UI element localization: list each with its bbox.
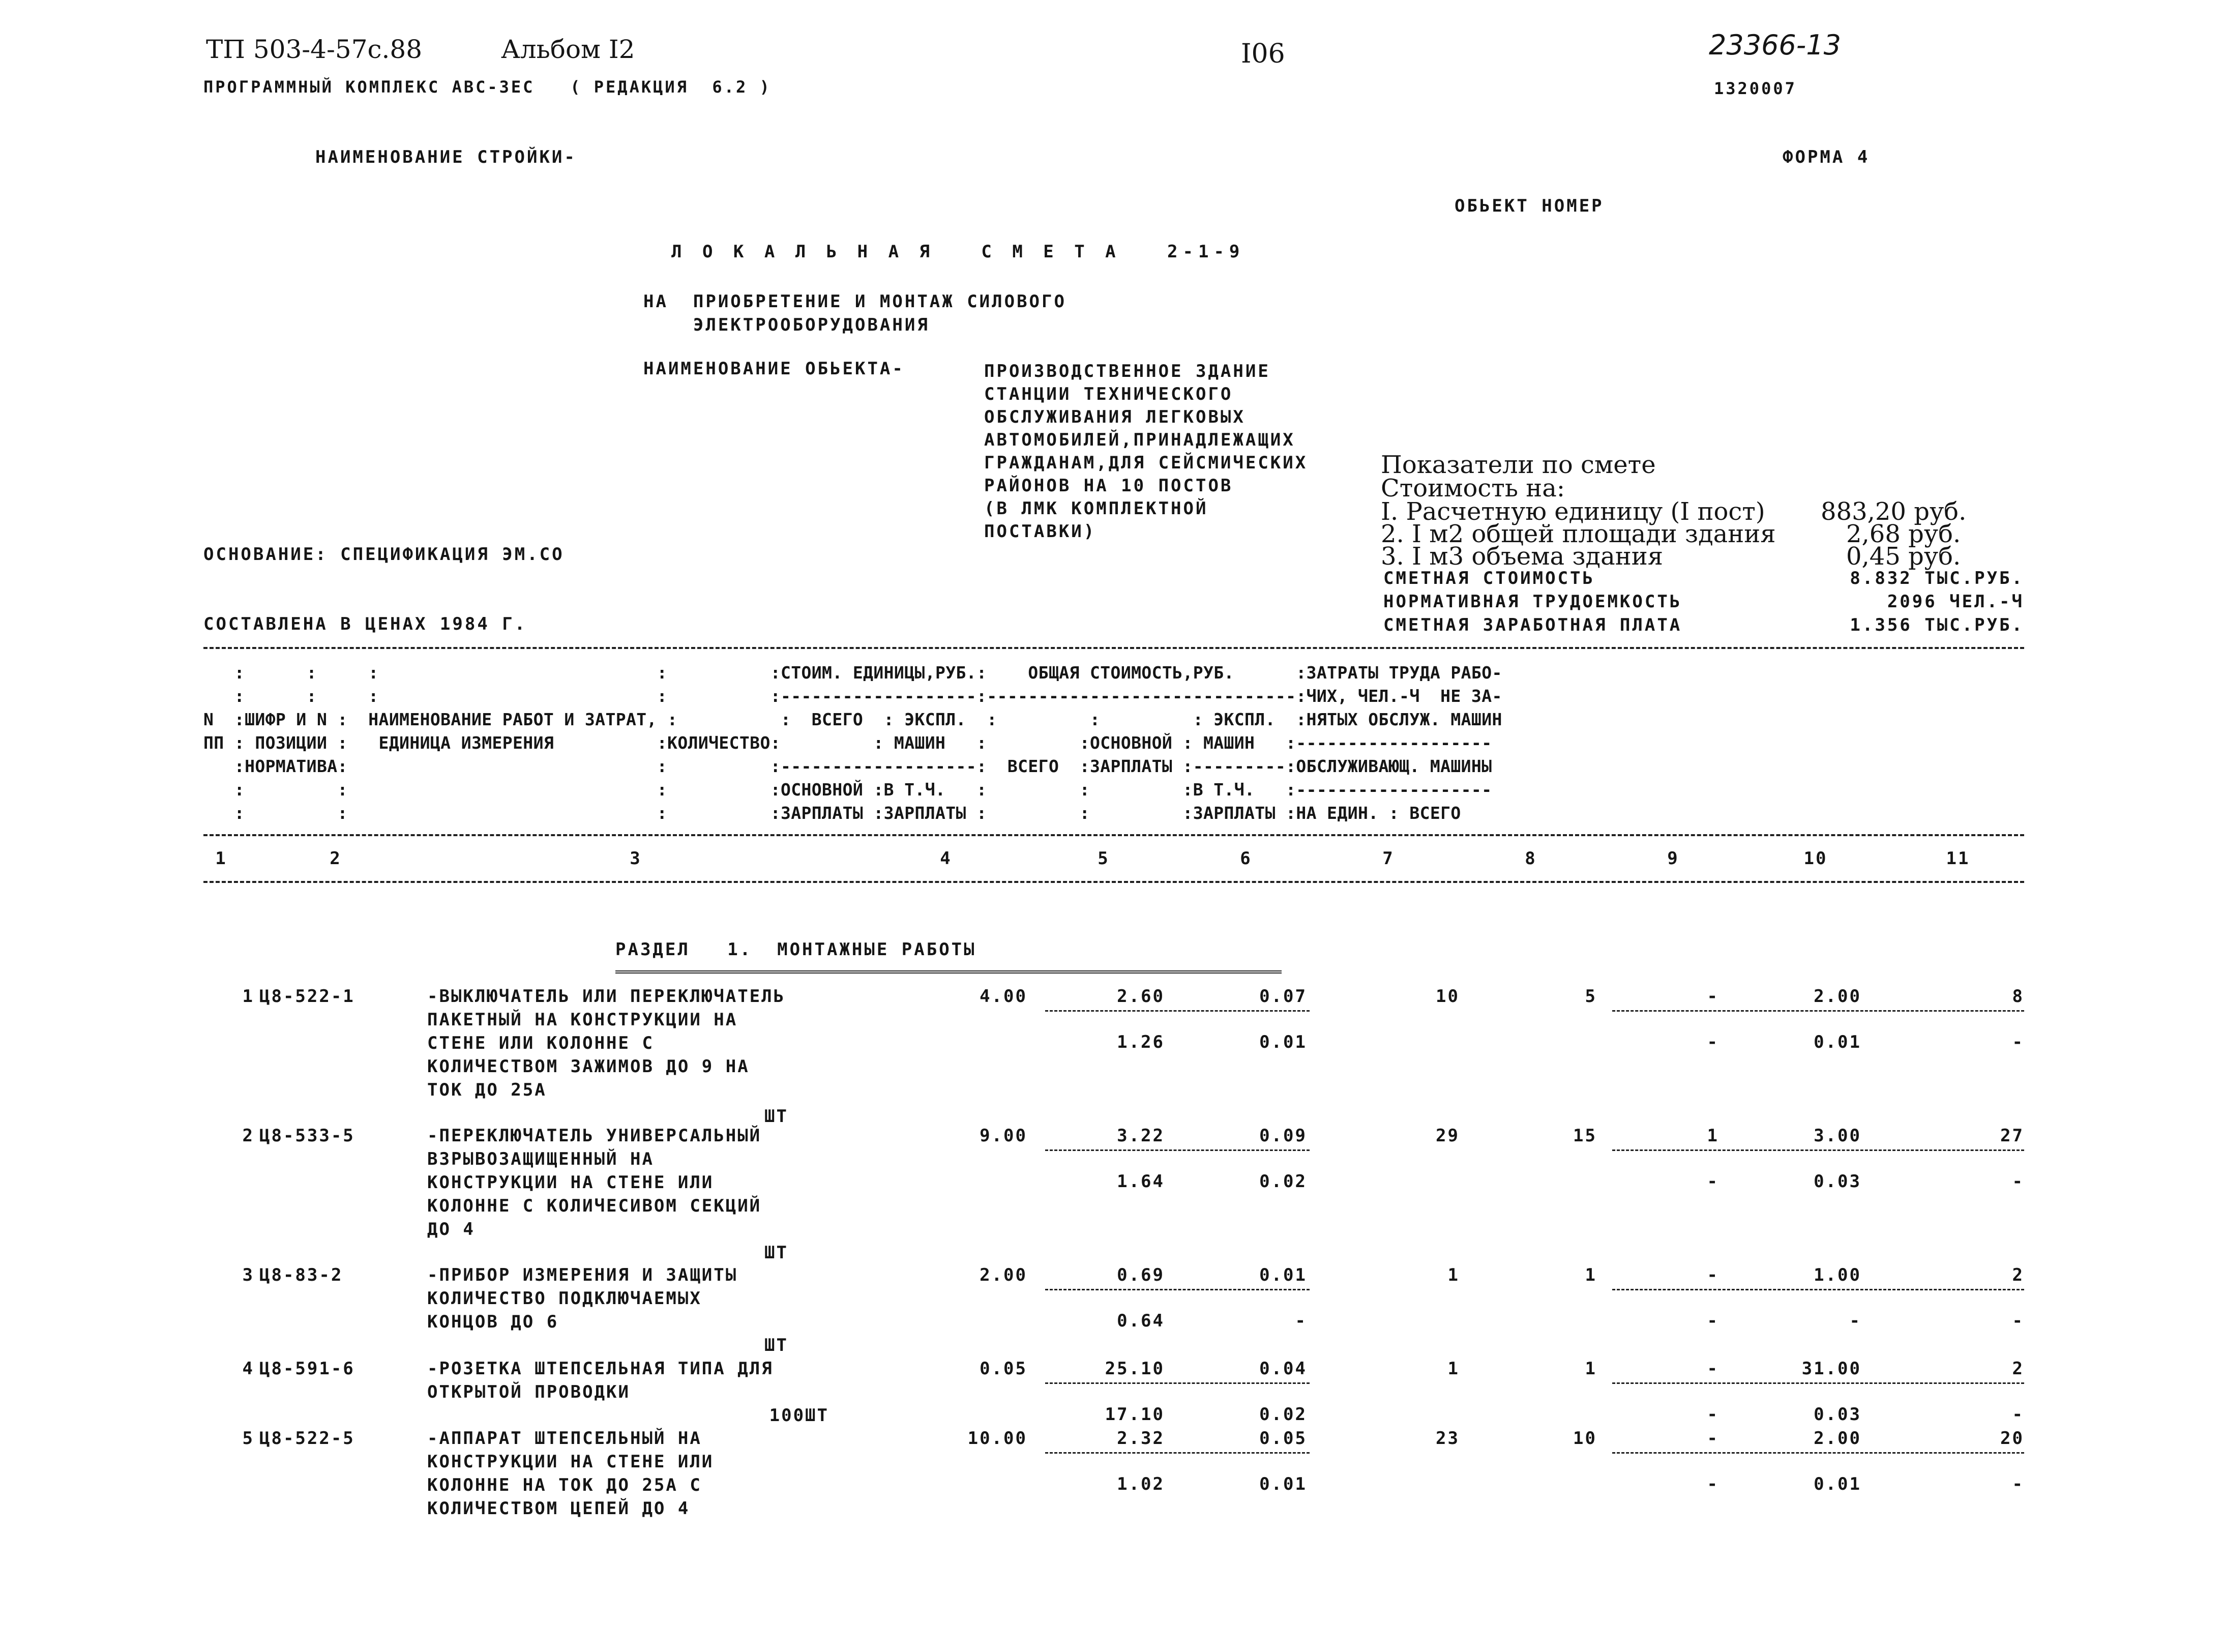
subtotal-rule	[1045, 1149, 1310, 1151]
indicator-value: 0,45 руб.	[1846, 542, 1961, 571]
unit-cost-machine-wage: 0.01	[1259, 1474, 1307, 1494]
document-code: ТП 503-4-57с.88	[206, 35, 423, 64]
column-number: 4	[940, 848, 952, 869]
table-header-line: N :ШИФР И N : НАИМЕНОВАНИЕ РАБОТ И ЗАТРАТ, : : ВСЕГО : ЭКСПЛ. : : : ЭКСПЛ. :НЯТЫХ ОБСЛУЖ. МАШИН	[203, 710, 1502, 729]
unit-of-measure: ШТ	[764, 1106, 788, 1127]
labor-per-unit: 3.00	[1814, 1126, 1861, 1146]
labor-machine-per-unit: 0.01	[1814, 1474, 1861, 1494]
subtotal-rule	[1612, 1010, 2024, 1012]
work-name: -ПРИБОР ИЗМЕРЕНИЯ И ЗАЩИТЫ КОЛИЧЕСТВО ПОДКЛЮЧАЕМЫХ КОНЦОВ ДО 6	[427, 1265, 738, 1332]
construction-name-label: НАИМЕНОВАНИЕ СТРОЙКИ-	[315, 147, 577, 167]
unit-cost-machine-wage: 0.02	[1259, 1404, 1307, 1425]
labor-per-unit: 2.00	[1814, 986, 1861, 1007]
unit-cost-total: 2.60	[1117, 986, 1165, 1007]
labor-total: 2	[2012, 1265, 2024, 1285]
indicator-value: 883,20 руб.	[1821, 497, 1967, 526]
total-cost: 1	[1447, 1265, 1460, 1285]
total-value: 1.356 ТЫС.РУБ.	[1850, 615, 2024, 635]
basis-label: ОСНОВАНИЕ: СПЕЦИФИКАЦИЯ ЭМ.СО	[203, 544, 565, 565]
column-number: 3	[630, 848, 642, 869]
norm-code: Ц8-83-2	[259, 1265, 343, 1285]
row-number: 4	[242, 1359, 254, 1379]
table-header-line: : : : : :СТОИМ. ЕДИНИЦЫ,РУБ.: ОБЩАЯ СТОИМОСТЬ,РУБ. :ЗАТРАТЫ ТРУДА РАБО-	[203, 663, 1502, 683]
subtotal-rule	[1045, 1010, 1310, 1012]
total-cost: 1	[1447, 1359, 1460, 1379]
unit-of-measure: 100ШТ	[769, 1405, 829, 1426]
labor-machine-total: -	[2012, 1032, 2024, 1052]
unit-cost-machine-wage: 0.02	[1259, 1171, 1307, 1192]
labor-machine-total: -	[2012, 1404, 2024, 1425]
prices-label: СОСТАВЛЕНА В ЦЕНАХ 1984 Г.	[203, 614, 527, 634]
section-underline	[615, 970, 1282, 973]
table-header-line: :НОРМАТИВА: : :-------------------: ВСЕГО :ЗАРПЛАТЫ :---------:ОБСЛУЖИВАЮЩ. МАШИНЫ	[203, 756, 1492, 776]
unit-cost-machines: 0.05	[1259, 1428, 1307, 1449]
unit-cost-machine-wage: 0.01	[1259, 1032, 1307, 1052]
quantity: 9.00	[980, 1126, 1027, 1146]
subtotal-rule	[1612, 1382, 2024, 1384]
labor-machine-total: -	[2012, 1311, 2024, 1331]
column-number: 1	[215, 848, 227, 869]
subtotal-rule	[1612, 1149, 2024, 1151]
norm-code: Ц8-533-5	[259, 1126, 355, 1146]
table-header-line: : : : :ОСНОВНОЙ :В Т.Ч. : : :В Т.Ч. :-------------------	[203, 780, 1492, 800]
row-number: 2	[242, 1126, 254, 1146]
labor-per-unit: 31.00	[1801, 1359, 1861, 1379]
work-name: -РОЗЕТКА ШТЕПСЕЛЬНАЯ ТИПА ДЛЯ ОТКРЫТОЙ ПРОВОДКИ	[427, 1359, 774, 1402]
table-row	[0, 1427, 2223, 1519]
total-value: 8.832 ТЫС.РУБ.	[1850, 568, 2024, 588]
row-number: 3	[242, 1265, 254, 1285]
labor-machine-total: -	[2012, 1171, 2024, 1192]
subtotal-rule	[1612, 1452, 2024, 1454]
norm-code: Ц8-591-6	[259, 1359, 355, 1379]
table-rule	[203, 834, 2024, 836]
unit-cost-machines: 0.01	[1259, 1265, 1307, 1285]
total-machines: -	[1707, 1428, 1719, 1449]
object-name-label: НАИМЕНОВАНИЕ ОБЬЕКТА-	[643, 359, 905, 379]
unit-of-measure: ШТ	[764, 1335, 788, 1355]
unit-cost-total: 2.32	[1117, 1428, 1165, 1449]
column-number: 2	[330, 848, 342, 869]
unit-cost-wage: 0.64	[1117, 1311, 1165, 1331]
work-name: -ВЫКЛЮЧАТЕЛЬ ИЛИ ПЕРЕКЛЮЧАТЕЛЬ ПАКЕТНЫЙ НА КОНСТРУКЦИИ НА СТЕНЕ ИЛИ КОЛОННЕ С КОЛИЧЕСТВОМ ЗАЖИМОВ ДО 9 НА ТОК ДО 25А	[427, 986, 786, 1100]
page-subtitle: НА ПРИОБРЕТЕНИЕ И МОНТАЖ СИЛОВОГО ЭЛЕКТРООБОРУДОВАНИЯ	[643, 291, 1066, 335]
total-label: НОРМАТИВНАЯ ТРУДОЕМКОСТЬ	[1383, 592, 1682, 612]
column-number: 9	[1667, 848, 1679, 869]
labor-per-unit: 2.00	[1814, 1428, 1861, 1449]
labor-total: 20	[2000, 1428, 2024, 1449]
subtotal-rule	[1045, 1452, 1310, 1454]
total-machines: 1	[1707, 1126, 1719, 1146]
total-wage: 1	[1585, 1265, 1597, 1285]
total-wage: 5	[1585, 986, 1597, 1007]
quantity: 2.00	[980, 1265, 1027, 1285]
total-cost: 10	[1436, 986, 1460, 1007]
software-label: ПРОГРАММНЫЙ КОМПЛЕКС АВС-3ЕС ( РЕДАКЦИЯ 6.2 )	[203, 77, 772, 97]
table-header-line: ПП : ПОЗИЦИИ : ЕДИНИЦА ИЗМЕРЕНИЯ :КОЛИЧЕСТВО: : МАШИН : :ОСНОВНОЙ : МАШИН :-------------------	[203, 733, 1492, 753]
row-number: 5	[242, 1428, 254, 1449]
total-wage: 10	[1573, 1428, 1597, 1449]
archive-code: 1320007	[1714, 79, 1797, 98]
labor-total: 8	[2012, 986, 2024, 1007]
unit-cost-wage: 1.02	[1117, 1474, 1165, 1494]
unit-cost-machines: 0.04	[1259, 1359, 1307, 1379]
table-row	[0, 1357, 2223, 1426]
subtotal-rule	[1045, 1382, 1310, 1384]
column-number: 6	[1240, 848, 1252, 869]
labor-machine-per-unit: -	[1849, 1311, 1861, 1331]
indicators-title: Показатели по смете	[1381, 451, 1656, 479]
unit-cost-machine-wage: -	[1295, 1311, 1307, 1331]
indicator-label: 3. I м3 объема здания	[1381, 542, 1663, 571]
indicator-value: 2,68 руб.	[1846, 520, 1961, 548]
total-wage: 15	[1573, 1126, 1597, 1146]
row-number: 1	[242, 986, 254, 1007]
form-label: ФОРМА 4	[1783, 147, 1870, 167]
object-name: ПРОИЗВОДСТВЕННОЕ ЗДАНИЕ СТАНЦИИ ТЕХНИЧЕСКОГО ОБСЛУЖИВАНИЯ ЛЕГКОВЫХ АВТОМОБИЛЕЙ,ПРИНАДЛЕЖАЩИХ ГРАЖДАНАМ,ДЛЯ СЕЙСМИЧЕСКИХ РАЙОНОВ НА 10 ПОСТОВ (В ЛМК КОМПЛЕКТНОЙ ПОСТАВКИ)	[984, 361, 1308, 542]
quantity: 4.00	[980, 986, 1027, 1007]
total-machine-wage: -	[1707, 1171, 1719, 1192]
unit-of-measure: ШТ	[764, 1243, 788, 1263]
album-label: Альбом I2	[501, 35, 635, 64]
table-rule	[203, 881, 2024, 883]
table-header-line: : : : : :-------------------:------------------------------:ЧИХ, ЧЕЛ.-Ч НЕ ЗА-	[203, 686, 1502, 706]
total-machine-wage: -	[1707, 1032, 1719, 1052]
column-number: 10	[1803, 848, 1828, 869]
labor-machine-per-unit: 0.03	[1814, 1404, 1861, 1425]
section-title: РАЗДЕЛ 1. МОНТАЖНЫЕ РАБОТЫ	[615, 939, 976, 960]
table-row	[0, 1263, 2223, 1355]
column-numbers	[0, 847, 2223, 872]
subtotal-rule	[1045, 1289, 1310, 1290]
labor-machine-total: -	[2012, 1474, 2024, 1494]
quantity: 0.05	[980, 1359, 1027, 1379]
total-cost: 29	[1436, 1126, 1460, 1146]
column-number: 5	[1098, 848, 1110, 869]
unit-cost-total: 3.22	[1117, 1126, 1165, 1146]
subtotal-rule	[1612, 1289, 2024, 1290]
table-rule	[203, 647, 2024, 649]
total-machine-wage: -	[1707, 1474, 1719, 1494]
indicator-label: I. Расчетную единицу (I пост)	[1381, 497, 1765, 526]
total-machines: -	[1707, 986, 1719, 1007]
work-name: -АППАРАТ ШТЕПСЕЛЬНЫЙ НА КОНСТРУКЦИИ НА СТЕНЕ ИЛИ КОЛОННЕ НА ТОК ДО 25А С КОЛИЧЕСТВОМ ЦЕПЕЙ ДО 4	[427, 1428, 714, 1519]
unit-cost-wage: 1.64	[1117, 1171, 1165, 1192]
table-row	[0, 1124, 2223, 1263]
total-cost: 23	[1436, 1428, 1460, 1449]
total-machine-wage: -	[1707, 1404, 1719, 1425]
table-header-line: : : : :ЗАРПЛАТЫ :ЗАРПЛАТЫ : : :ЗАРПЛАТЫ :НА ЕДИН. : ВСЕГО	[203, 803, 1461, 823]
table-row	[0, 985, 2223, 1127]
object-number-label: ОБЬЕКТ НОМЕР	[1455, 196, 1604, 216]
quantity: 10.00	[967, 1428, 1027, 1449]
page-number: I06	[1241, 39, 1285, 69]
total-label: СМЕТНАЯ СТОИМОСТЬ	[1383, 568, 1595, 588]
labor-machine-per-unit: 0.03	[1814, 1171, 1861, 1192]
unit-cost-machines: 0.07	[1259, 986, 1307, 1007]
unit-cost-wage: 17.10	[1105, 1404, 1165, 1425]
indicator-label: 2. I м2 общей площади здания	[1381, 520, 1776, 548]
total-label: СМЕТНАЯ ЗАРАБОТНАЯ ПЛАТА	[1383, 615, 1682, 635]
column-number: 8	[1525, 848, 1537, 869]
work-name: -ПЕРЕКЛЮЧАТЕЛЬ УНИВЕРСАЛЬНЫЙ ВЗРЫВОЗАЩИЩЕННЫЙ НА КОНСТРУКЦИИ НА СТЕНЕ ИЛИ КОЛОННЕ С КОЛИЧЕСИВОМ СЕКЦИЙ ДО 4	[427, 1126, 762, 1240]
norm-code: Ц8-522-1	[259, 986, 355, 1007]
norm-code: Ц8-522-5	[259, 1428, 355, 1449]
total-machines: -	[1707, 1265, 1719, 1285]
table-header	[203, 661, 2024, 825]
column-number: 7	[1382, 848, 1395, 869]
page-title: Л О К А Л Ь Н А Я С М Е Т А 2-1-9	[671, 242, 1245, 262]
unit-cost-total: 0.69	[1117, 1265, 1165, 1285]
total-value: 2096 ЧЕЛ.-Ч	[1887, 592, 2024, 612]
total-wage: 1	[1585, 1359, 1597, 1379]
unit-cost-machines: 0.09	[1259, 1126, 1307, 1146]
registration-number: 23366-13	[1709, 29, 1841, 61]
labor-machine-per-unit: 0.01	[1814, 1032, 1861, 1052]
total-machines: -	[1707, 1359, 1719, 1379]
indicators-cost-label: Стоимость на:	[1381, 474, 1565, 503]
unit-cost-wage: 1.26	[1117, 1032, 1165, 1052]
total-machine-wage: -	[1707, 1311, 1719, 1331]
labor-total: 27	[2000, 1126, 2024, 1146]
unit-cost-total: 25.10	[1105, 1359, 1165, 1379]
column-number: 11	[1946, 848, 1970, 869]
labor-total: 2	[2012, 1359, 2024, 1379]
labor-per-unit: 1.00	[1814, 1265, 1861, 1285]
